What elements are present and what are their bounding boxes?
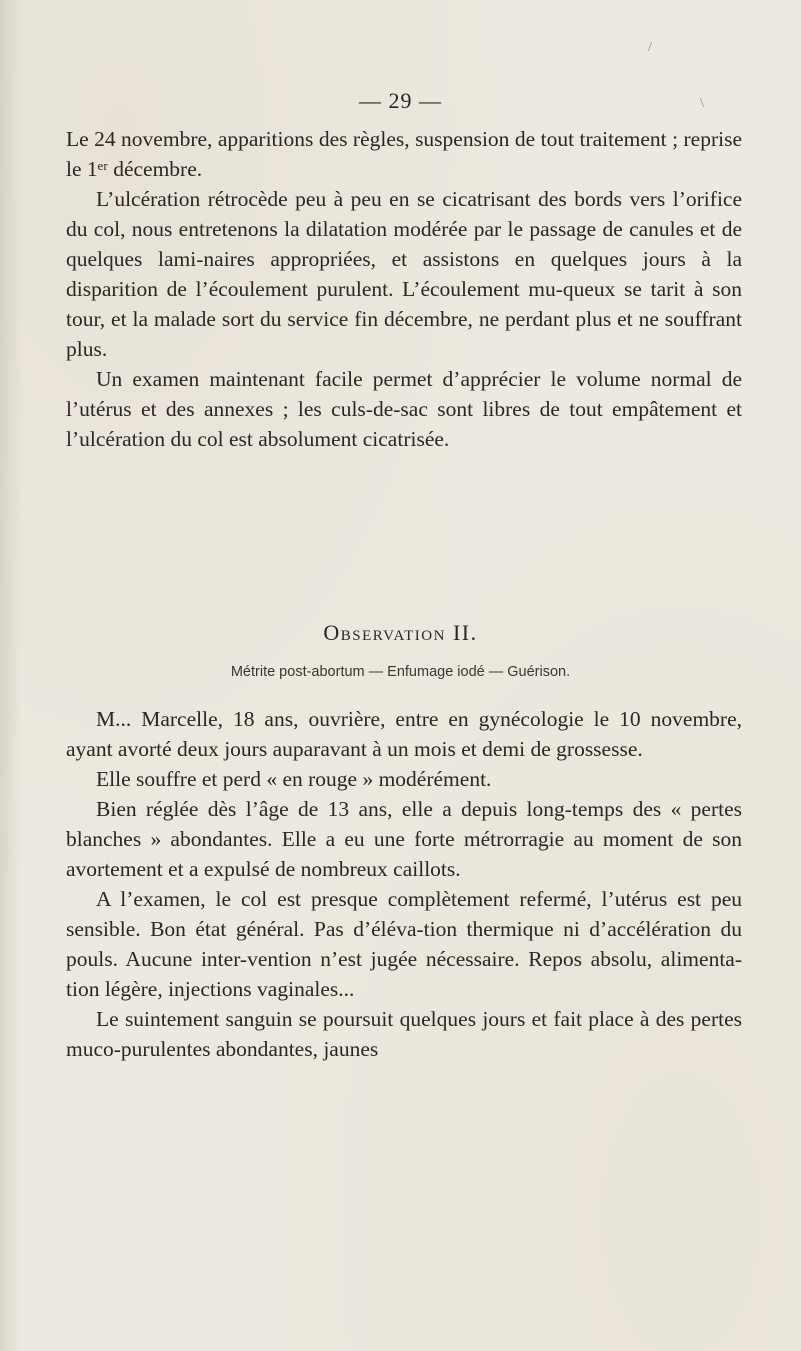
paragraph: M... Marcelle, 18 ans, ouvrière, entre en gynécologie le 10 novembre, ayant avorté deux jours auparavant à un mois et demi de grossesse. [66,707,742,761]
page-number: — 29 — [359,88,442,113]
paragraph: Le suintement sanguin se poursuit quelques jours et fait place à des pertes muco-purulentes abondantes, jaunes [66,1007,742,1061]
paragraph: Un examen maintenant facile permet d’apprécier le volume normal de l’utérus et des annexes ; les culs-de-sac sont libres de tout empâtement et l’ulcération du col est absolument cicatrisée. [66,367,742,451]
paper-speck: \ [700,96,704,111]
paragraph: Le 24 novembre, apparitions des règles, suspension de tout traitement ; reprise le 1ᵉʳ décembre. [66,127,742,181]
text-section-2 [66,704,742,1064]
paragraph: Bien réglée dès l’âge de 13 ans, elle a depuis long-temps des « pertes blanches » abondantes. Elle a eu une forte métrorragie au moment de son avortement et a expulsé de nombreux caillots. [66,797,742,881]
paragraph: Elle souffre et perd « en rouge » modérément. [96,767,492,791]
paper-speck: / [648,40,652,55]
observation-subtitle: Métrite post-abortum — Enfumage iodé — Guérison. [230,664,571,680]
paragraph: L’ulcération rétrocède peu à peu en se cicatrisant des bords vers l’orifice du col, nous entretenons la dilatation modérée par le passage de canules et de quelques lami-naires appropriées, et assistons en quelques jours à la disparition de l’écoulement purulent. L’écoulement mu-queux se tarit à son tour, et la malade sort du service fin décembre, ne perdant plus et ne souffrant plus. [66,187,742,361]
paragraph: A l’examen, le col est presque complètement refermé, l’utérus est peu sensible. Bon état général. Pas d’éléva-tion thermique ni d’accélération du pouls. Aucune inter-vention n’est jugée nécessaire. Repos absolu, alimenta-tion légère, injections vaginales... [66,887,742,1001]
observation-heading: Observation II. [323,620,478,645]
text-section-1 [66,124,742,454]
